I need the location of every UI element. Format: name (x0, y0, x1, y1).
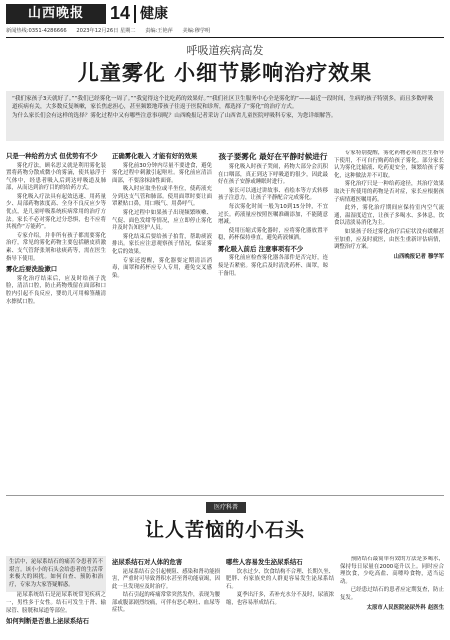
bottom-column-3 (226, 556, 334, 640)
body-paragraph: 已经患过结石的患者应定期复查，防止复发。 (340, 587, 444, 601)
body-paragraph: 泌尿系结石会引起梗阻、感染和肾功能损害，严重时可导致肾积水甚至肾功能衰竭，因此一旦发现应及时治疗。 (112, 568, 220, 590)
byline: 太原市人民医院泌尿外科 赵医生 (366, 604, 444, 611)
body-paragraph: 专家还提醒，雾化器要定期清洁消毒，面罩和药杯应专人专用，避免交叉感染。 (112, 257, 212, 279)
body-paragraph: 结石引起的疼痛常常突然发作，表现为腰部或腹部剧烈绞痛，可伴有恶心呕吐、血尿等症状。 (112, 592, 220, 614)
bottom-headline: 让人苦恼的小石头 (144, 519, 305, 541)
byline: 山西晚报记者 穆学军 (393, 253, 444, 260)
page-number: 14 (110, 3, 131, 23)
column-1 (6, 150, 106, 530)
body-paragraph: 雾化吸入时孩子哭闹，药物大部分会沉积在口咽部，真正到达下呼吸道的很少，因此最好在孩子安静或睡眠时进行。 (218, 164, 328, 186)
body-paragraph: 雾化结束后要给孩子拍背，帮助痰液排出。家长应注意观察孩子情况，保证雾化后的效果。 (112, 233, 212, 256)
subhead: 如何判断是否患上泌尿系结石 (6, 617, 90, 626)
column-2 (112, 150, 212, 530)
body-paragraph: 雾化吸入疗法具有起效迅速、用药量少、局部药物浓度高、全身不良反应少等优点，是儿童呼吸系统疾病常用的治疗方法。家长不必对雾化过分恐惧，也不应将其视作“万能药”。 (6, 193, 106, 231)
article-headline: 儿童雾化 小细节影响治疗效果 (77, 61, 373, 85)
masthead-rule (6, 37, 444, 38)
masthead (0, 0, 450, 40)
body-paragraph: 家长可以通过讲故事、看绘本等方式转移孩子注意力，让孩子平静配合完成雾化。 (218, 187, 328, 202)
column-3 (218, 150, 328, 530)
body-paragraph: 如果孩子经过雾化治疗后症状没有缓解甚至加重，应及时就医，由医生重新评估病情，调整治疗方案。 (334, 228, 444, 251)
bottom-article (0, 518, 450, 640)
body-paragraph: 雾化治疗结束后，应及时给孩子洗脸，清洁口腔，防止药物残留在面部和口腔内引起不良反应，婴幼儿可用棉签蘸清水擦拭口腔。 (6, 275, 106, 305)
lead-paragraph: “我们家孩子3天就好了。”“我们已经雾化一周了。”“我觉得这个比吃药的效果好。”“我们社区卫生服务中心全是雾化的”——最近一段时间，生病的孩子特别多，而且多数呼吸道疾病有关，大多数反复咳嗽，家长焦虑担心，甚至频繁地带孩子往返于医院和诊所，都选择了“雾化”的治疗方式。 (12, 96, 434, 110)
body-paragraph: 雾化过程中如果孩子出现频繁咳嗽、气促、面色发绀等情况，应立即停止雾化并及时告知医护人员。 (112, 210, 212, 232)
top-article (6, 44, 444, 141)
lead-paragraph: 为什么家长们会有这样的选择？雾化过程中又有哪些注意事项呢？山西晚报记者采访了山西省儿童医院呼吸科专家，为您详细解答。 (12, 113, 337, 119)
date: 2023年12月26日 星期二 (76, 28, 136, 34)
column-4 (334, 150, 444, 530)
body-paragraph: 雾化治疗只是一种给药途径，其治疗效果取决于所使用的药物是否对症，家长应根据孩子病情遵医嘱用药。 (334, 181, 444, 203)
body-paragraph: 吸入时应取坐位或半坐位，使药液充分到达支气管和肺部。使用面罩时要让面罩紧贴口鼻，用口吸气、用鼻呼气。 (112, 186, 212, 208)
body-paragraph: 雾化前30分钟内尽量不要进食，避免雾化过程中刺激引起呕吐。雾化前应清洁面部，不要涂抹油性面膏。 (112, 162, 212, 184)
section-divider (6, 495, 444, 496)
article-columns (6, 150, 444, 530)
subhead: 雾化后要洗脸漱口 (6, 265, 58, 274)
section-name: 健康 (134, 5, 168, 23)
subhead: 正确雾化吸入 才能有好的效果 (112, 152, 198, 160)
subhead: 哪些人容易发生泌尿系结石 (226, 558, 303, 566)
bottom-column-2 (112, 556, 220, 640)
body-paragraph: 饮水过少、饮食结构不合理、长期久坐、肥胖、有家族史的人群更容易发生泌尿系结石。 (226, 568, 334, 590)
bottom-column-4 (340, 556, 444, 640)
body-paragraph: 专家特别提醒，雾化药物必须在医生指导下使用，不可自行购药给孩子雾化。部分家长认为雾化比输液、吃药更安全，频繁给孩子雾化，这种做法并不可取。 (334, 150, 444, 179)
article-kicker: 呼吸道疾病高发 (186, 44, 264, 57)
body-paragraph: 雾化疗法，顾名思义就是利用雾化装置将药物分散成微小的雾滴，使其悬浮于气体中，经患者吸入后到达呼吸道及肺部，从而达到治疗目的的给药方式。 (6, 162, 106, 192)
bottom-intro: 生活中，泌尿系结石的痛苦令患者苦不堪言。该小小的石头会给患者的生活带来极大的困扰。如何自查、预防和治疗，专家为大家答疑解惑。 (6, 556, 106, 592)
subhead: 泌尿系结石对人体的危害 (112, 558, 183, 566)
subhead: 只是一种给药方式 但优势有不少 (6, 152, 98, 160)
editor: 责编:王艳萍 (145, 28, 173, 34)
article-lead (6, 91, 444, 141)
body-paragraph: 泌尿系统结石是泌尿系统常见疾病之一，男性多于女性。结石可发生于肾、输尿管、膀胱和尿道等部位。 (6, 592, 106, 614)
body-paragraph: 夏季出汗多，若补充水分不及时，尿液浓缩，也容易形成结石。 (226, 592, 334, 606)
designer: 美编:穆学明 (182, 28, 211, 34)
body-paragraph: 预防结石最简单有效的方法是多喝水，保持每日尿量在2000毫升以上。同时应合理饮食，少吃高盐、高嘌呤食物，适当运动。 (340, 556, 444, 585)
body-paragraph: 使用压缩式雾化器时，应将雾化器放置平稳，药杯保持垂直，避免药液倾洒。 (218, 227, 328, 242)
body-paragraph: 每次雾化时间一般为10到15分钟，不宜过长。药液量应按照医嘱准确添加，不能随意增减。 (218, 203, 328, 226)
meta-line (6, 27, 446, 35)
hotline: 新闻热线:0351-4286666 (6, 28, 67, 34)
bottom-column-1 (6, 556, 106, 640)
newspaper-logo: 山西晚报 (6, 4, 106, 24)
section-tag: 医疗科普 (206, 502, 246, 513)
body-paragraph: 专家介绍，并非所有孩子都需要雾化治疗，常见的雾化药物主要包括糖皮质激素、支气管舒张剂和祛痰药等，需在医生指导下使用。 (6, 232, 106, 262)
subhead: 孩子要雾化 最好在平静时候进行 (218, 152, 328, 161)
body-paragraph: 雾化前应检查雾化器各部件是否完好，连接是否紧密。雾化后及时清洗药杯、面罩，晾干备用。 (218, 255, 328, 277)
body-paragraph: 此外，雾化治疗期间应保持室内空气流通，温湿度适宜，让孩子多喝水、多休息，饮食以清淡易消化为主。 (334, 205, 444, 227)
subhead: 雾化吸入前后 注意事项有不少 (218, 244, 304, 253)
